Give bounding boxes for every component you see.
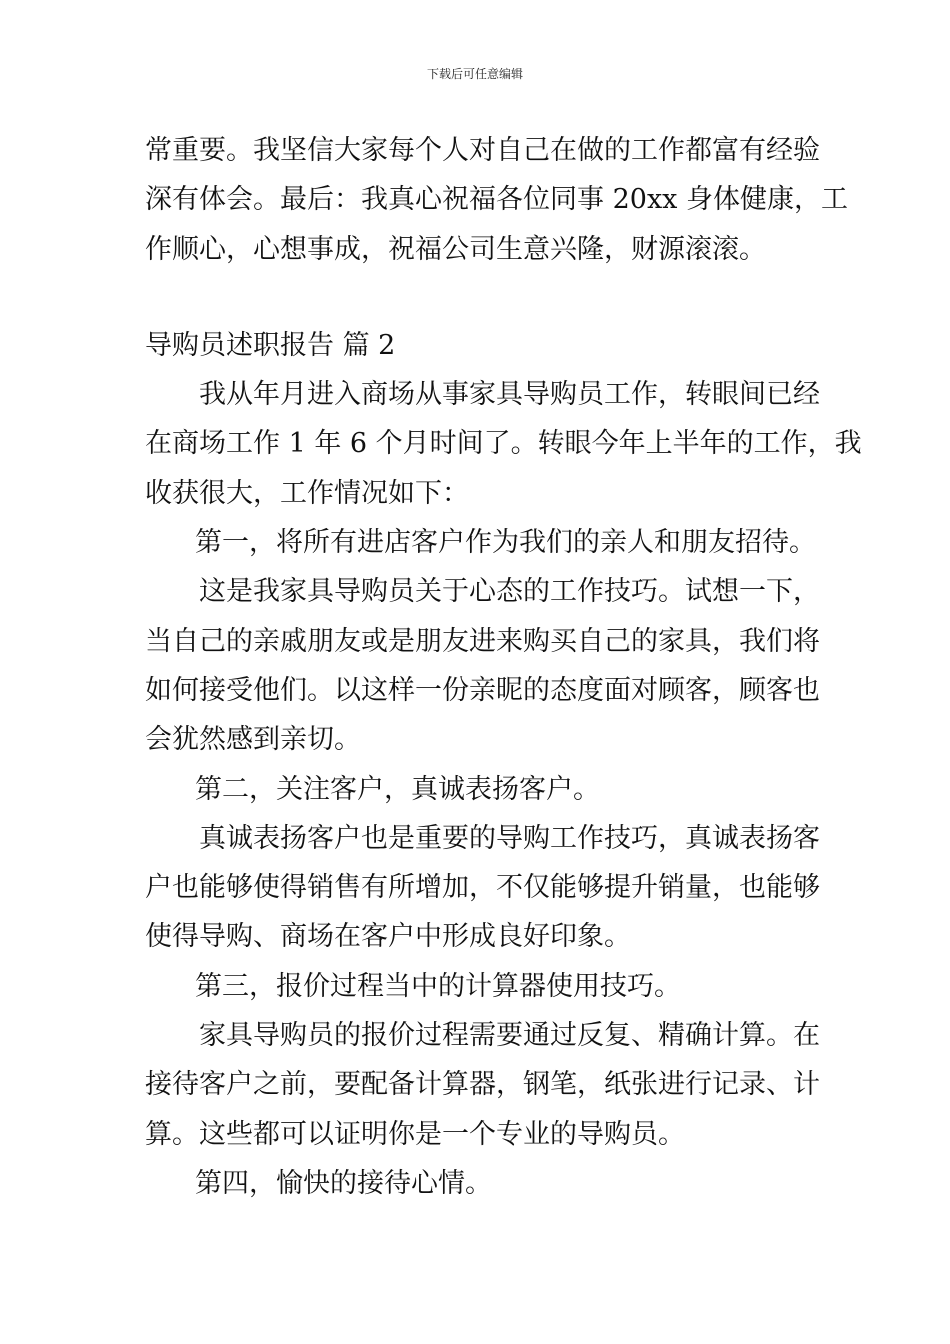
page-header: 下载后可任意编辑 (426, 67, 523, 81)
text-line: 真诚表扬客户也是重要的导购工作技巧，真诚表扬客 (199, 822, 820, 854)
text-line: 在商场工作 1 年 6 个月时间了。转眼今年上半年的工作，我 (145, 428, 862, 460)
text-line: 这是我家具导购员关于心态的工作技巧。试想一下， (199, 576, 820, 608)
text-line: 我从年月进入商场从事家具导购员工作，转眼间已经 (199, 379, 820, 411)
section-heading: 导购员述职报告 篇 2 (145, 329, 396, 361)
text-line: 户也能够使得销售有所增加，不仅能够提升销量，也能够 (145, 872, 820, 904)
text-line: 算。这些都可以证明你是一个专业的导购员。 (145, 1118, 685, 1150)
text-line: 家具导购员的报价过程需要通过反复、精确计算。在 (199, 1020, 820, 1052)
subheading-line: 第二，关注客户，真诚表扬客户。 (195, 773, 600, 805)
subheading-line: 第三，报价过程当中的计算器使用技巧。 (195, 970, 681, 1002)
subheading-line: 第四，愉快的接待心情。 (195, 1167, 492, 1199)
text-line: 常重要。我坚信大家每个人对自己在做的工作都富有经验 (145, 135, 820, 166)
text-line: 作顺心，心想事成，祝福公司生意兴隆，财源滚滚。 (145, 233, 766, 265)
text-line: 使得导购、商场在客户中形成良好印象。 (145, 921, 631, 953)
text-line: 会犹然感到亲切。 (145, 724, 361, 756)
text-line: 收获很大，工作情况如下： (145, 477, 469, 509)
text-line: 如何接受他们。以这样一份亲昵的态度面对顾客，顾客也 (145, 674, 820, 706)
text-line: 当自己的亲戚朋友或是朋友进来购买自己的家具，我们将 (145, 625, 820, 657)
text-line: 深有体会。最后：我真心祝福各位同事 20xx 身体健康，工 (145, 184, 848, 216)
text-line: 接待客户之前，要配备计算器，钢笔，纸张进行记录、计 (145, 1069, 820, 1101)
document-body (145, 126, 862, 1208)
paragraph-gap (145, 274, 807, 321)
subheading-line: 第一，将所有进店客户作为我们的亲人和朋友招待。 (195, 527, 816, 559)
